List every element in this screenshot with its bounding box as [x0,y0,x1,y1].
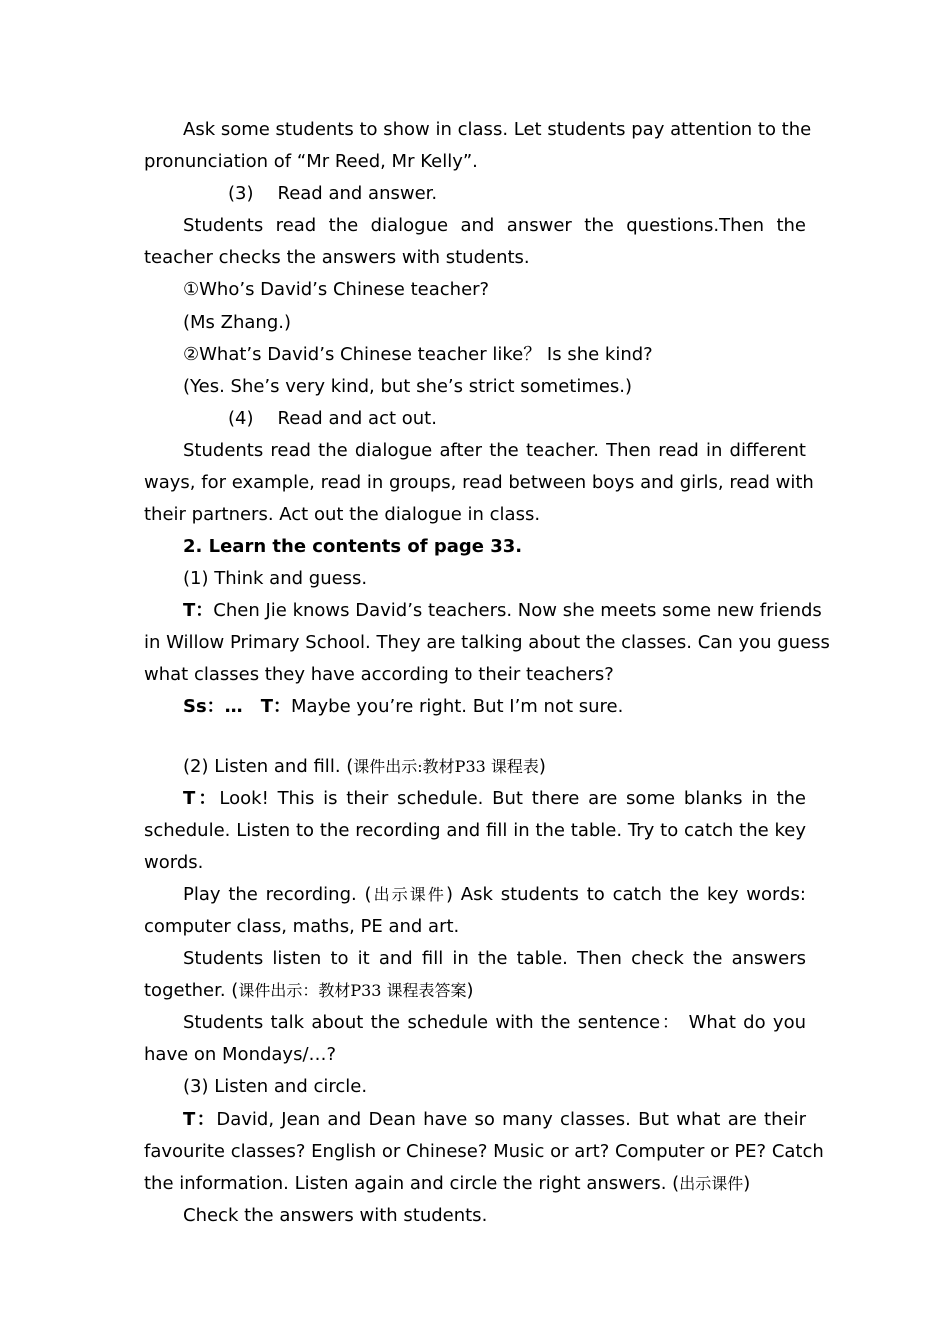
paragraph-line: T：David, Jean and Dean have so many classes. But what are their [183,1109,806,1130]
subsection-heading: (1) Think and guess. [183,568,368,589]
paragraph-line: T：Look! This is their schedule. But there are some blanks in the [183,788,807,809]
step-4-heading: (4) Read and act out. [228,408,437,429]
paragraph-line: in Willow Primary School. They are talking about the classes. Can you guess [144,632,830,653]
paragraph-line: words. [144,852,204,873]
step-3-heading: (3) Read and answer. [228,183,438,204]
paragraph-line: Students listen to it and fill in the table. Then check the answers [183,948,806,969]
paragraph-line: Check the answers with students. [183,1205,488,1226]
paragraph-line: favourite classes? English or Chinese? Music or art? Computer or PE? Catch [144,1141,824,1162]
subsection-heading: (3) Listen and circle. [183,1076,368,1097]
question-1: ①Who’s David’s Chinese teacher? [183,279,490,300]
paragraph-line: T：Chen Jie knows David’s teachers. Now she meets some new friends [183,600,822,621]
paragraph-line: the information. Listen again and circle the right answers. (出示课件) [144,1173,751,1194]
paragraph-line: computer class, maths, PE and art. [144,916,460,937]
paragraph-line: Students read the dialogue after the teacher. Then read in different [183,440,806,461]
paragraph-line: have on Mondays/…? [144,1044,337,1065]
answer-2: (Yes. She’s very kind, but she’s strict sometimes.) [183,376,633,397]
paragraph-line: together. (课件出示：教材P33 课程表答案) [144,980,474,1001]
paragraph-line: Students talk about the schedule with the sentence： What do you [183,1012,806,1033]
paragraph-line: Students read the dialogue and answer the questions.Then the [183,215,806,236]
paragraph-line: Ask some students to show in class. Let students pay attention to the [183,119,812,140]
paragraph-line: Play the recording. (出示课件) Ask students to catch the key words: [183,884,806,905]
paragraph-line: pronunciation of “Mr Reed, Mr Kelly”. [144,151,478,172]
paragraph-line: their partners. Act out the dialogue in class. [144,504,541,525]
paragraph-line: what classes they have according to their teachers? [144,664,614,685]
paragraph-line: ways, for example, read in groups, read between boys and girls, read with [144,472,814,493]
answer-1: (Ms Zhang.) [183,312,291,333]
question-2: ②What’s David’s Chinese teacher like？ Is she kind? [183,344,653,365]
paragraph-line: teacher checks the answers with students. [144,247,530,268]
subsection-heading: (2) Listen and fill. (课件出示:教材P33 课程表) [183,756,546,777]
dialogue-line: Ss：… T：Maybe you’re right. But I’m not sure. [183,696,624,717]
paragraph-line: schedule. Listen to the recording and fill in the table. Try to catch the key [144,820,806,841]
section-heading: 2. Learn the contents of page 33. [183,536,523,557]
